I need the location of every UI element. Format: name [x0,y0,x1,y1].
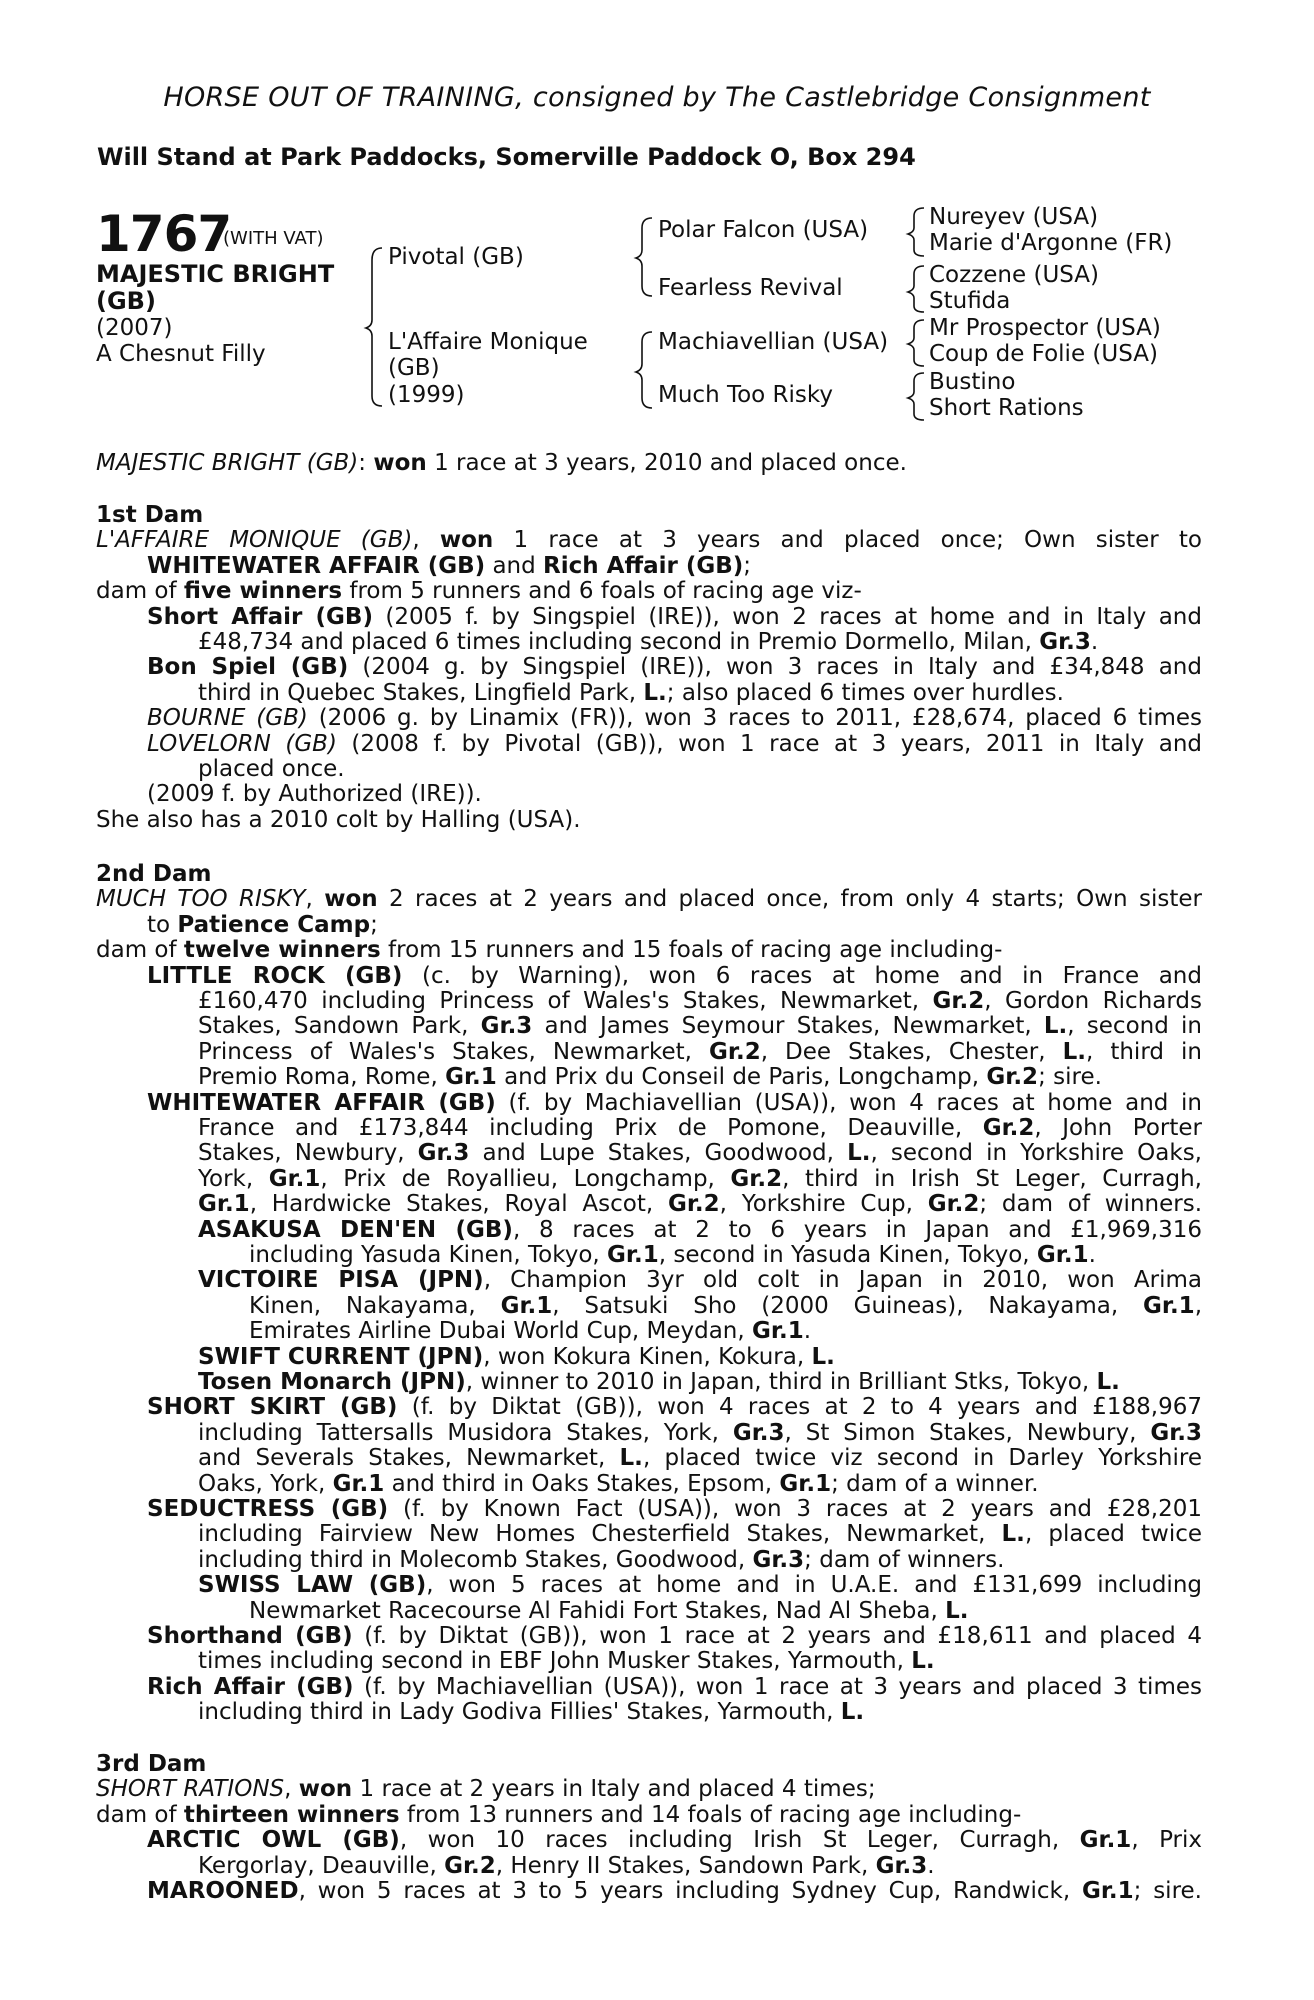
lot-number: 1767 [96,205,232,263]
pedigree-dds: Bustino [929,369,1016,395]
pedigree-dam-dam: Much Too Risky [658,382,834,408]
pedigree-sire: Pivotal (GB) [388,244,524,270]
third-dam-produce-summary: dam of thirteen winners from 13 runners and 14 foals of racing age including- [96,1801,1022,1828]
pedigree-dam-year: (1999) [388,382,465,408]
first-dam-sisters: WHITEWATER AFFAIR (GB) and Rich Affair (GB); [147,552,752,579]
vat-note: (WITH VAT) [223,228,324,249]
horse-name: MAJESTIC BRIGHT [96,260,335,288]
pedigree-braces [0,0,1314,440]
brace-4 [908,208,924,256]
produce-tosen-monarch: Tosen Monarch (JPN), winner to 2010 in Japan, third in Brilliant Stks, Tokyo, L. [198,1369,1120,1395]
brace-7 [908,373,924,420]
produce-bon-spiel: Bon Spiel (GB) (2004 g. by Singspiel (IRE)), won 3 races in Italy and £34,848 and [147,654,1202,681]
produce-whitewater-affair: WHITEWATER AFFAIR (GB) (f. by Machiavellian (USA)), won 4 races at home and in [147,1089,1202,1116]
third-dam-heading: 3rd Dam [96,1751,207,1777]
pedigree-sds: Cozzene (USA) [929,262,1100,288]
horse-name-suffix: (GB) [96,287,156,315]
pedigree-ddd: Short Rations [929,395,1084,421]
second-dam-line: MUCH TOO RISKY, won 2 races at 2 years and placed once, from only 4 starts; Own sister [96,886,1202,913]
race-summary: MAJESTIC BRIGHT (GB): won 1 race at 3 years, 2010 and placed once. [96,450,907,476]
first-dam-heading: 1st Dam [96,502,204,528]
second-dam-heading: 2nd Dam [96,861,212,887]
brace-6 [908,320,924,366]
pedigree-dsd: Coup de Folie (USA) [929,341,1158,367]
produce-arctic-owl: ARCTIC OWL (GB), won 10 races including Irish St Leger, Curragh, Gr.1, Prix [147,1827,1202,1854]
produce-2010-colt: She also has a 2010 colt by Halling (USA). [96,806,581,833]
foaling-year: (2007) [96,315,173,341]
produce-short-skirt: SHORT SKIRT (GB) (f. by Diktat (GB)), won 4 races at 2 to 4 years and £188,967 [147,1394,1202,1421]
pedigree-dam-suffix: (GB) [388,355,440,381]
pedigree-dam: L'Affaire Monique [388,329,588,355]
produce-rich-affair: Rich Affair (GB) (f. by Machiavellian (USA)), won 1 race at 3 years and placed 3 times [147,1673,1202,1700]
horse-description: A Chesnut Filly [96,341,266,367]
second-dam-produce-summary: dam of twelve winners from 15 runners and 15 foals of racing age including- [96,937,1003,964]
produce-asakusa-denen: ASAKUSA DEN'EN (GB), 8 races at 2 to 6 years in Japan and £1,969,316 [198,1216,1202,1243]
brace-3 [636,332,652,408]
pedigree-sire-sire: Polar Falcon (USA) [658,217,869,243]
catalogue-header: HORSE OUT OF TRAINING, consigned by The Castlebridge Consignment [163,82,1151,113]
produce-2009: (2009 f. by Authorized (IRE)). [147,781,482,808]
produce-victoire-pisa: VICTOIRE PISA (JPN), Champion 3yr old colt in Japan in 2010, won Arima [198,1267,1202,1294]
pedigree-sdd: Stufida [929,288,1011,314]
pedigree-sire-dam: Fearless Revival [658,275,843,301]
third-dam-line: SHORT RATIONS, won 1 race at 2 years in Italy and placed 4 times; [96,1776,876,1803]
pedigree-sss: Nureyev (USA) [929,204,1099,230]
produce-lovelorn: LOVELORN (GB) (2008 f. by Pivotal (GB)), won 1 race at 3 years, 2011 in Italy and [147,730,1202,757]
brace-1 [366,248,382,406]
produce-shorthand: Shorthand (GB) (f. by Diktat (GB)), won 1 race at 2 years and £18,611 and placed 4 [147,1623,1203,1649]
brace-2 [636,218,652,296]
produce-little-rock: LITTLE ROCK (GB) (c. by Warning), won 6 races at home and in France and [147,962,1202,989]
first-dam-line: L'AFFAIRE MONIQUE (GB), won 1 race at 3 years and placed once; Own sister to [96,527,1202,554]
pedigree-dam-sire: Machiavellian (USA) [658,329,889,355]
stand-location: Will Stand at Park Paddocks, Somerville Paddock O, Box 294 [97,143,916,171]
pedigree-dss: Mr Prospector (USA) [929,315,1161,341]
produce-swiss-law: SWISS LAW (GB), won 5 races at home and in U.A.E. and £131,699 including [198,1572,1202,1599]
produce-seductress: SEDUCTRESS (GB) (f. by Known Fact (USA)), won 3 races at 2 years and £28,201 [147,1496,1202,1522]
produce-marooned: MAROONED, won 5 races at 3 to 5 years including Sydney Cup, Randwick, Gr.1; sire. [147,1878,1202,1904]
produce-bourne: BOURNE (GB) (2006 g. by Linamix (FR)), won 3 races to 2011, £28,674, placed 6 times [147,705,1202,732]
first-dam-produce-summary: dam of five winners from 5 runners and 6 foals of racing age viz- [96,578,862,605]
produce-swift-current: SWIFT CURRENT (JPN), won Kokura Kinen, Kokura, L. [198,1343,835,1370]
brace-5 [908,266,924,312]
produce-short-affair: Short Affair (GB) (2005 f. by Singspiel (IRE)), won 2 races at home and in Italy and [147,603,1202,630]
pedigree-ssd: Marie d'Argonne (FR) [929,230,1173,256]
